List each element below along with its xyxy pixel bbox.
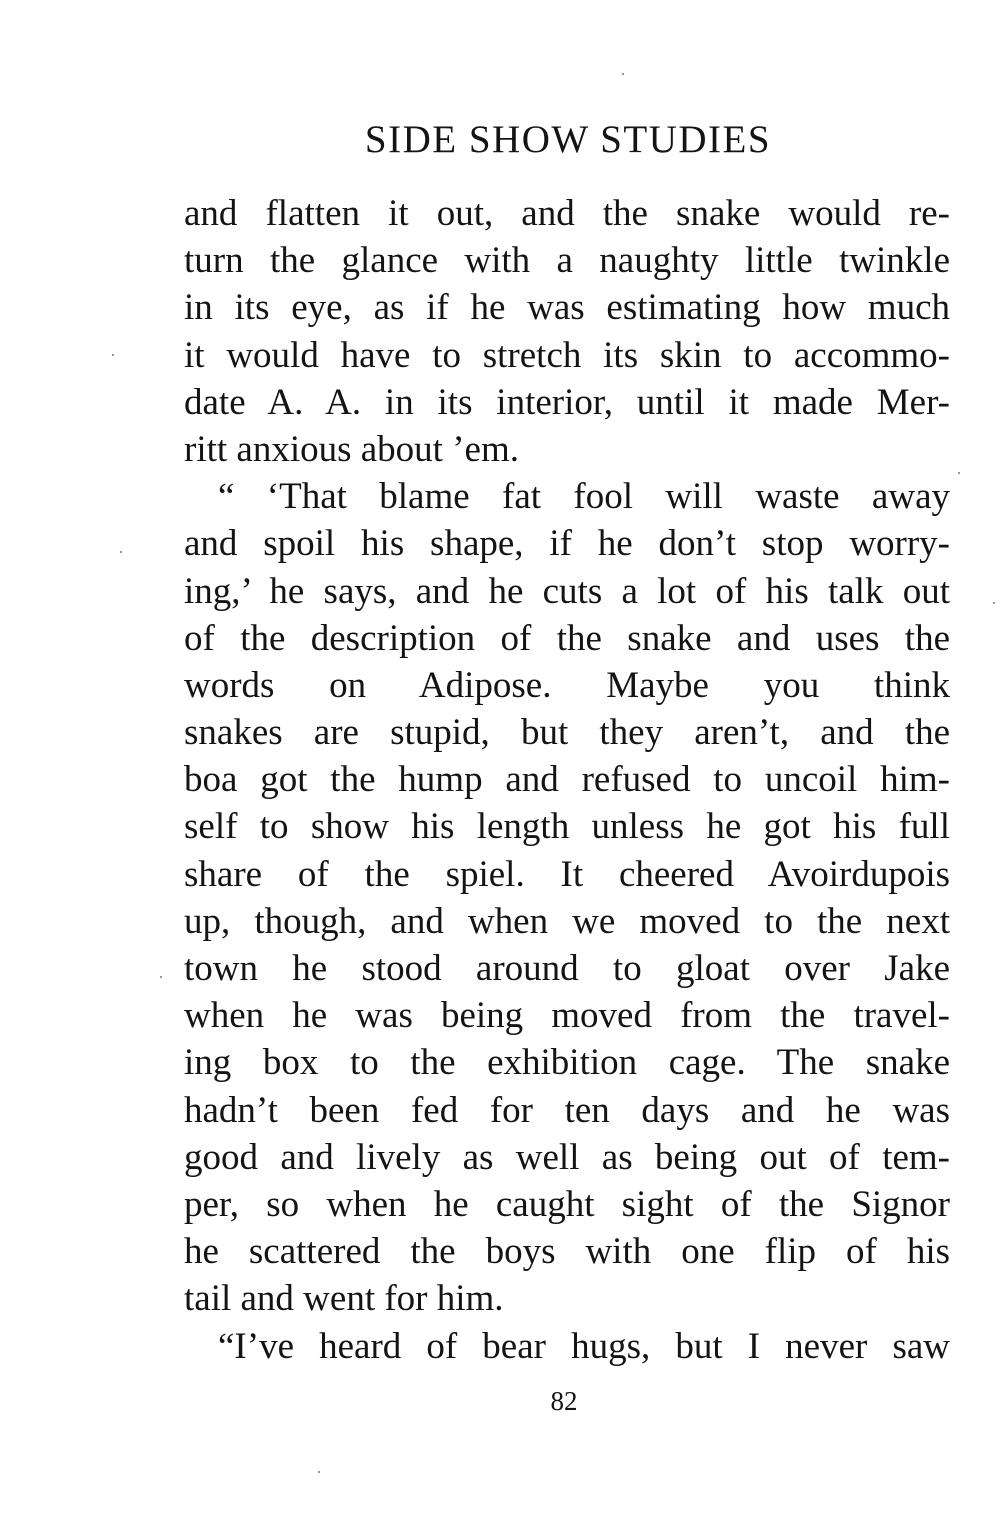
text-line: turn the glance with a naughty little twinkle xyxy=(184,240,950,282)
text-line: up, though, and when we moved to the next xyxy=(184,900,950,942)
text-line: and flatten it out, and the snake would re- xyxy=(184,193,950,234)
text-line: per, so when he caught sight of the Signor xyxy=(184,1183,950,1225)
paragraph-end-line: ritt anxious about ’em. xyxy=(184,428,519,470)
text-line: date A. A. in its interior, until it made Mer- xyxy=(184,381,950,423)
paragraph-start-line: “I’ve heard of bear hugs, but I never saw xyxy=(218,1325,950,1367)
text-line: good and lively as well as being out of tem- xyxy=(184,1136,950,1178)
paragraph-start-line: “ ‘That blame fat fool will waste away xyxy=(218,476,950,518)
text-line: boa got the hump and refused to uncoil him- xyxy=(184,759,950,801)
scan-speck xyxy=(112,354,114,356)
text-line: of the description of the snake and uses the xyxy=(184,617,950,659)
text-line: when he was being moved from the travel- xyxy=(184,995,950,1037)
text-line: words on Adipose. Maybe you think xyxy=(184,664,950,706)
scan-speck xyxy=(120,551,122,553)
text-line: he scattered the boys with one flip of his xyxy=(184,1231,950,1273)
text-line: self to show his length unless he got his full xyxy=(184,806,950,848)
page-number: 82 xyxy=(550,1386,578,1416)
text-line: ing box to the exhibition cage. The snake xyxy=(184,1042,950,1084)
scan-speck xyxy=(160,976,162,978)
paragraph-end-line: tail and went for him. xyxy=(184,1278,504,1320)
scan-speck xyxy=(622,73,624,75)
text-line: hadn’t been fed for ten days and he was xyxy=(184,1089,950,1131)
scan-speck xyxy=(318,1471,320,1473)
text-line: it would have to stretch its skin to accommo- xyxy=(184,334,950,376)
text-line: in its eye, as if he was estimating how much xyxy=(184,287,950,329)
running-head: SIDE SHOW STUDIES xyxy=(364,118,772,161)
text-line: town he stood around to gloat over Jake xyxy=(184,948,950,989)
text-line: snakes are stupid, but they aren’t, and the xyxy=(184,712,950,754)
text-line: and spoil his shape, if he don’t stop worry- xyxy=(184,523,950,565)
scan-speck xyxy=(958,472,960,474)
body-text xyxy=(184,190,950,1370)
scan-speck xyxy=(993,602,995,604)
text-line: ing,’ he says, and he cuts a lot of his talk out xyxy=(184,570,950,612)
text-line: share of the spiel. It cheered Avoirdupois xyxy=(184,853,950,895)
